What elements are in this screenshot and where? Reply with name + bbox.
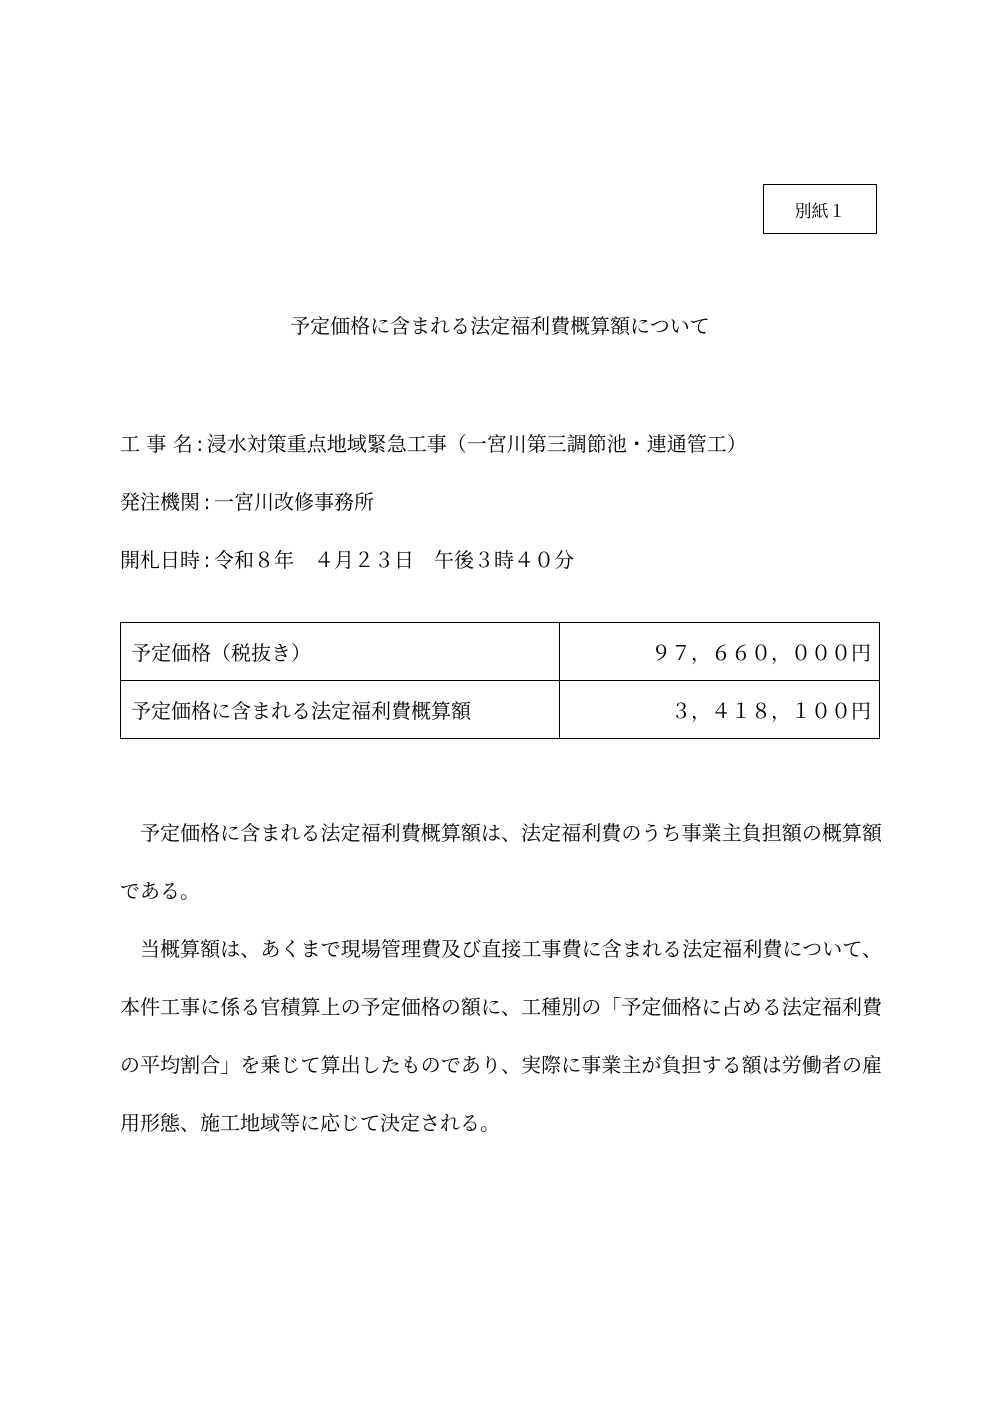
info-separator: : [203, 548, 211, 572]
table-cell-label: 予定価格（税抜き） [121, 623, 560, 681]
body-text [120, 804, 882, 1152]
table-row [121, 681, 880, 739]
info-label-ordering-agency: 発注機関 [120, 490, 200, 514]
paragraph: 当概算額は、あくまで現場管理費及び直接工事費に含まれる法定福利費について、本件工事に係る官積算上の予定価格の額に、工種別の「予定価格に占める法定福利費の平均割合」を乗じて算出したものであり、実際に事業主が負担する額は労働者の雇用形態、施工地域等に応じて決定される。 [120, 937, 882, 1135]
info-value-project-name: 浸水対策重点地域緊急工事（一宮川第三調節池・連通管工） [206, 432, 747, 456]
info-separator: : [196, 432, 204, 456]
attachment-label-text: 別紙１ [794, 201, 846, 222]
info-value-bid-opening-datetime: 令和８年 ４月２３日 午後３時４０分 [214, 548, 574, 572]
info-label-project-name: 工 事 名 [120, 432, 193, 456]
table-cell-amount: ９７，６６０，０００円 [560, 623, 880, 681]
info-row-ordering-agency [120, 487, 374, 517]
info-row-project-name [120, 429, 747, 459]
info-label-bid-opening-datetime: 開札日時 [120, 548, 200, 572]
paragraph: 予定価格に含まれる法定福利費概算額は、法定福利費のうち事業主負担額の概算額である。 [120, 821, 882, 903]
table-row [121, 623, 880, 681]
price-table [120, 622, 880, 739]
table-cell-amount: ３，４１８，１００円 [560, 681, 880, 739]
info-separator: : [203, 490, 211, 514]
document-title: 予定価格に含まれる法定福利費概算額について [290, 314, 710, 338]
attachment-label [763, 184, 877, 234]
info-value-ordering-agency: 一宮川改修事務所 [214, 490, 374, 514]
table-cell-label: 予定価格に含まれる法定福利費概算額 [121, 681, 560, 739]
info-row-bid-opening-datetime [120, 545, 574, 575]
